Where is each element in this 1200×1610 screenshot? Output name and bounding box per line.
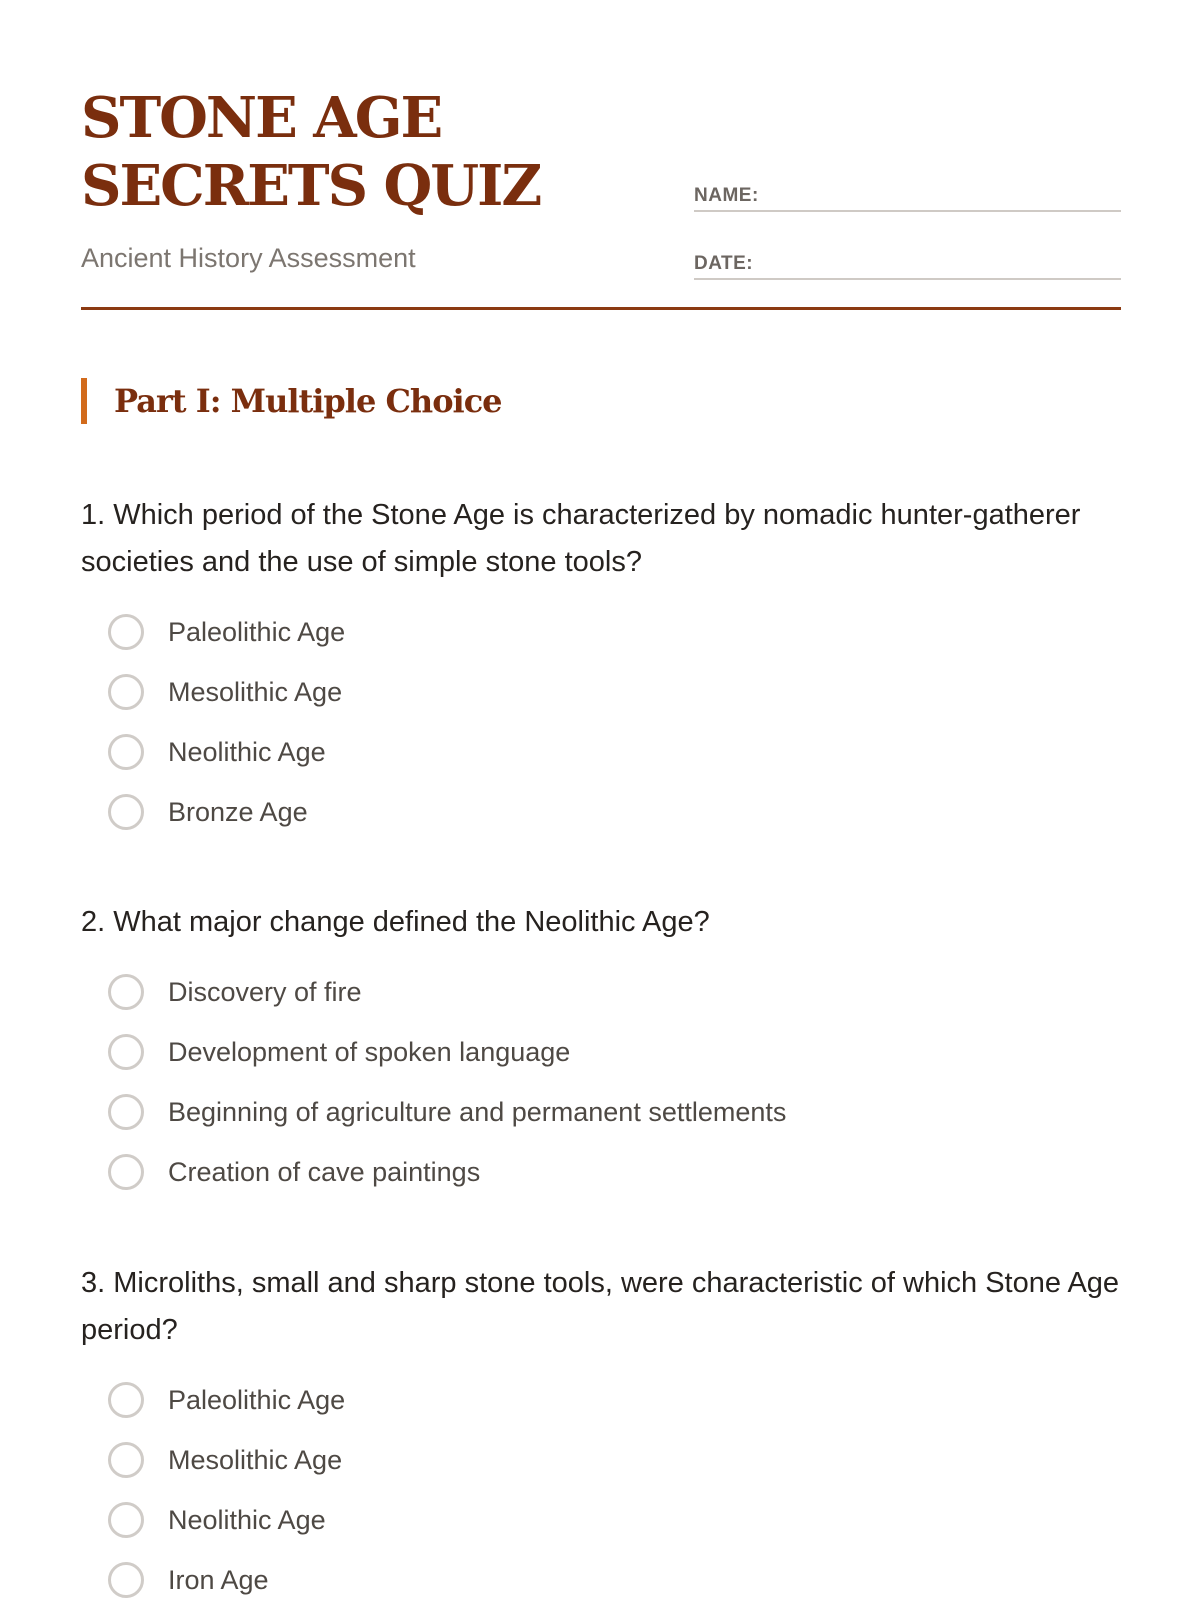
answer-option[interactable] [81, 1142, 1121, 1202]
radio-button[interactable] [108, 1502, 144, 1538]
radio-button[interactable] [108, 974, 144, 1010]
option-label: Bronze Age [168, 796, 308, 827]
option-label: Paleolithic Age [168, 1384, 346, 1415]
answer-option[interactable] [81, 602, 1121, 662]
radio-button[interactable] [108, 794, 144, 830]
option-label: Paleolithic Age [168, 616, 346, 647]
answer-option[interactable] [81, 962, 1121, 1022]
option-label: Beginning of agriculture and permanent settlements [168, 1096, 787, 1127]
option-label: Mesolithic Age [168, 1444, 343, 1475]
question-1 [81, 492, 1121, 842]
quiz-title: STONE AGE SECRETS QUIZ [81, 85, 541, 219]
quiz-header [81, 0, 1121, 312]
radio-button[interactable] [108, 614, 144, 650]
answer-option[interactable] [81, 722, 1121, 782]
answer-option[interactable] [81, 662, 1121, 722]
option-label: Development of spoken language [168, 1036, 571, 1067]
radio-button[interactable] [108, 1154, 144, 1190]
question-3 [81, 1260, 1121, 1610]
answer-option[interactable] [81, 782, 1121, 842]
answer-option[interactable] [81, 1022, 1121, 1082]
radio-button[interactable] [108, 1034, 144, 1070]
quiz-subtitle: Ancient History Assessment [81, 243, 416, 273]
question-text: 2. What major change defined the Neolithic Age? [81, 906, 710, 938]
answer-options [81, 602, 1121, 842]
option-label: Neolithic Age [168, 736, 326, 767]
radio-button[interactable] [108, 1442, 144, 1478]
header-divider [81, 307, 1121, 310]
name-label: NAME: [694, 185, 759, 206]
question-text: 3. Microliths, small and sharp stone tools, were characteristic of which Stone Age period? [81, 1267, 1120, 1346]
radio-button[interactable] [108, 674, 144, 710]
radio-button[interactable] [108, 1562, 144, 1598]
answer-option[interactable] [81, 1430, 1121, 1490]
question-2 [81, 899, 1121, 1202]
radio-button[interactable] [108, 1094, 144, 1130]
answer-option[interactable] [81, 1490, 1121, 1550]
option-label: Neolithic Age [168, 1504, 326, 1535]
date-field[interactable] [694, 250, 1121, 280]
option-label: Mesolithic Age [168, 676, 343, 707]
question-text: 1. Which period of the Stone Age is characterized by nomadic hunter-gatherer societies and the use of simple stone tools? [81, 499, 1081, 578]
answer-options [81, 962, 1121, 1202]
quiz-page [81, 0, 1121, 1595]
date-label: DATE: [694, 253, 754, 274]
answer-options [81, 1370, 1121, 1610]
answer-option[interactable] [81, 1370, 1121, 1430]
option-label: Creation of cave paintings [168, 1156, 481, 1187]
option-label: Discovery of fire [168, 976, 362, 1007]
radio-button[interactable] [108, 734, 144, 770]
radio-button[interactable] [108, 1382, 144, 1418]
section-heading: Part I: Multiple Choice [81, 378, 502, 424]
option-label: Iron Age [168, 1564, 269, 1595]
answer-option[interactable] [81, 1082, 1121, 1142]
name-field[interactable] [694, 182, 1121, 212]
answer-option[interactable] [81, 1550, 1121, 1610]
